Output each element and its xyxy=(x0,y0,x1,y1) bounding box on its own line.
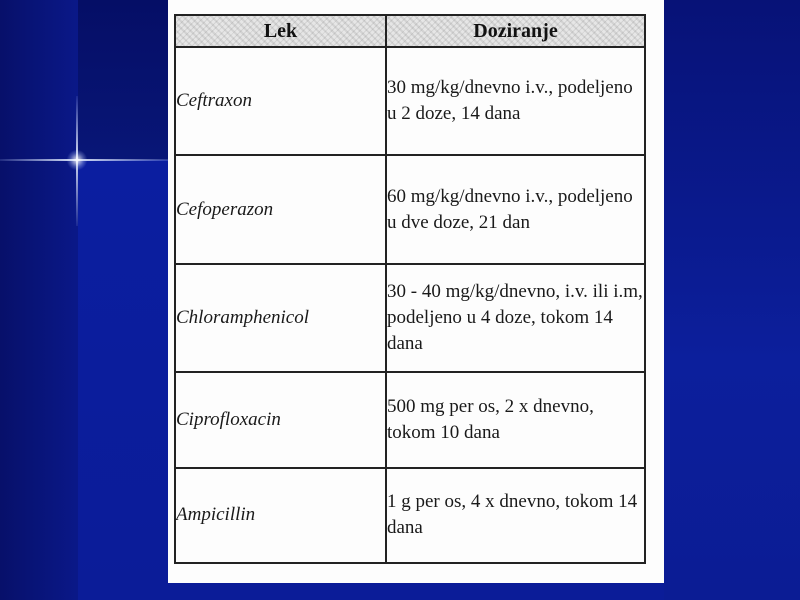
drug-dosage: 500 mg per os, 2 x dnevno, tokom 10 dana xyxy=(386,372,645,467)
drug-dosage: 30 mg/kg/dnevno i.v., podeljeno u 2 doze, 14 dana xyxy=(386,47,645,155)
header-drug: Lek xyxy=(175,15,386,47)
drug-name: Ceftraxon xyxy=(175,47,386,155)
decorative-sparkle xyxy=(66,150,88,170)
table-row xyxy=(175,47,645,155)
drug-dosage: 1 g per os, 4 x dnevno, tokom 14 dana xyxy=(386,468,645,563)
drug-name: Ciprofloxacin xyxy=(175,372,386,467)
slide-right-panel xyxy=(664,0,800,600)
slide-left-panel xyxy=(0,0,78,600)
table-row xyxy=(175,155,645,263)
scanned-page xyxy=(168,0,664,583)
drug-dosage: 30 - 40 mg/kg/dnevno, i.v. ili i.m, podeljeno u 4 doze, tokom 14 dana xyxy=(386,264,645,372)
drug-name: Cefoperazon xyxy=(175,155,386,263)
dosage-table-container xyxy=(174,14,646,564)
header-dosage: Doziranje xyxy=(386,15,645,47)
table-header-row xyxy=(175,15,645,47)
table-row xyxy=(175,468,645,563)
drug-name: Chloramphenicol xyxy=(175,264,386,372)
table-row xyxy=(175,372,645,467)
dosage-table xyxy=(174,14,646,564)
drug-dosage: 60 mg/kg/dnevno i.v., podeljeno u dve doze, 21 dan xyxy=(386,155,645,263)
drug-name: Ampicillin xyxy=(175,468,386,563)
table-row xyxy=(175,264,645,372)
